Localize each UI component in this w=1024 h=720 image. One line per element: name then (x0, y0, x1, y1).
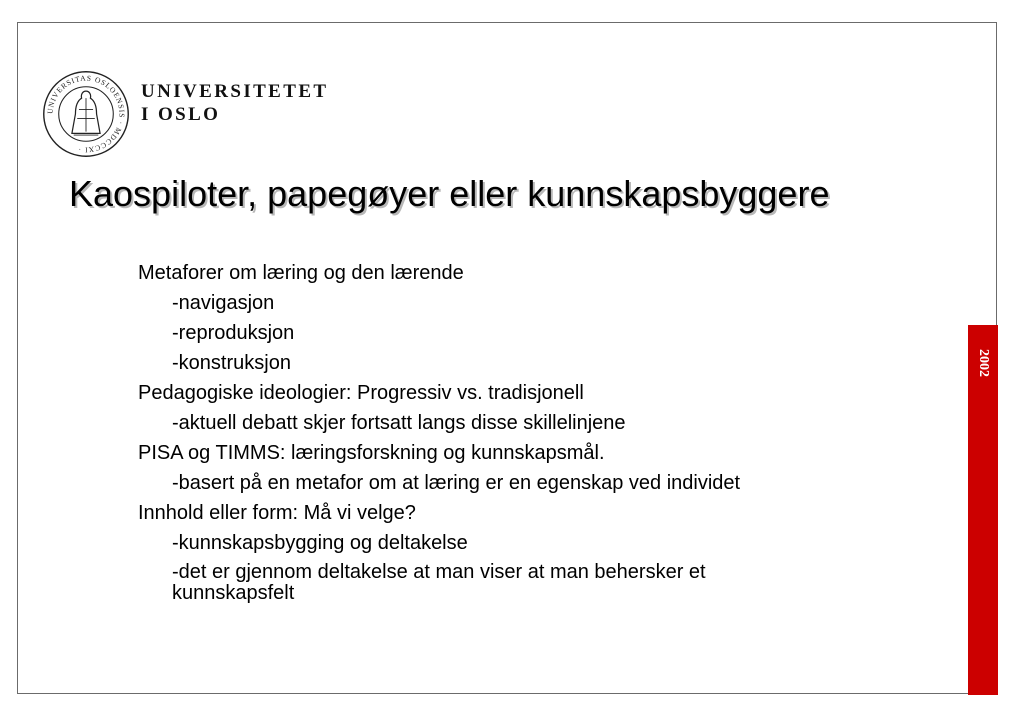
content-subline: -det er gjennom deltakelse at man viser at man behersker et kunnskapsfelt (172, 561, 706, 604)
sidebar-year-label: 2002 (976, 349, 991, 377)
university-name (141, 80, 328, 126)
content-subline: -navigasjon (172, 292, 275, 314)
content-line: PISA og TIMMS: læringsforskning og kunnskapsmål. (138, 442, 605, 464)
content-subline: -konstruksjon (172, 352, 291, 374)
slide-title: Kaospiloter, papegøyer eller kunnskapsbyggere (69, 173, 830, 214)
content-subline: -basert på en metafor om at læring er en egenskap ved individet (172, 472, 741, 494)
university-name-line1: UNIVERSITETET (141, 81, 329, 102)
sidebar-year (968, 333, 998, 393)
content-line: Metaforer om læring og den lærende (138, 262, 464, 284)
slide-content (138, 258, 898, 604)
content-subline: -reproduksjon (172, 322, 295, 344)
content-subline: -aktuell debatt skjer fortsatt langs disse skillelinjene (172, 412, 626, 434)
slide (17, 22, 997, 694)
red-sidebar (968, 325, 998, 695)
svg-text:UNIVERSITAS OSLOENSIS · MDCCCX: UNIVERSITAS OSLOENSIS · MDCCCXI · (45, 73, 127, 155)
content-line: Pedagogiske ideologier: Progressiv vs. tradisjonell (138, 382, 584, 404)
content-line: Innhold eller form: Må vi velge? (138, 502, 416, 524)
content-subline: -kunnskapsbygging og deltakelse (172, 532, 468, 554)
university-name-line2: I OSLO (141, 104, 221, 125)
university-seal-icon (42, 70, 130, 158)
